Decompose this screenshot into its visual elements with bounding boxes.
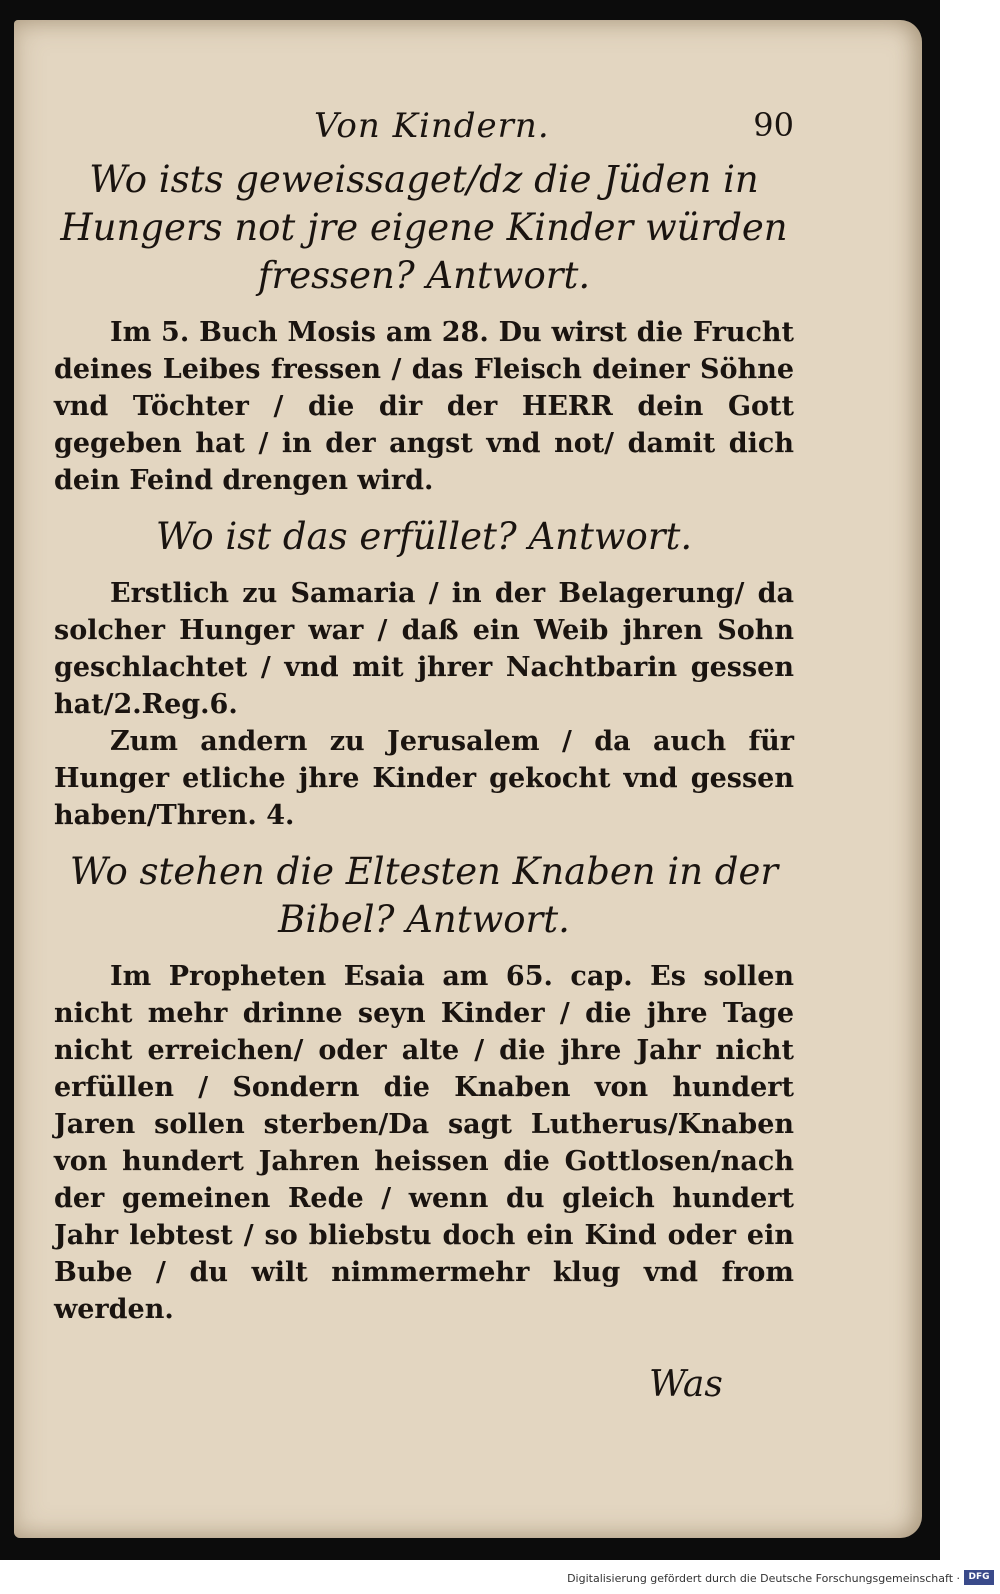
spacer (54, 834, 794, 848)
spacer (54, 499, 794, 513)
page-number: 90 (753, 106, 794, 144)
dfg-logo: DFG (964, 1570, 994, 1585)
section-3-paragraph-1: Im Propheten Esaia am 65. cap. Es sollen nicht mehr drinne seyn Kinder / die jhre Tage nicht erreichen/ oder alte / die jhre Jahr nicht erfüllen / Sondern die Knaben von hundert Jaren sollen sterben/Da sagt Lutherus/Knaben von hundert Jahren heissen die Gottlosen/nach der gemeinen Rede / wenn du gleich hundert Jahr lebtest / so bliebstu doch ein Kind oder ein Bube / du wilt nimmermehr klug vnd from werden. (54, 961, 794, 1325)
text-block (54, 104, 794, 1328)
section-heading-3: Wo stehen die Eltesten Knaben in der Bibel? Antwort. (69, 850, 779, 941)
section-2-paragraph-2: Zum andern zu Jerusalem / da auch für Hunger etliche jhre Kinder gekocht vnd gessen haben/Thren. 4. (54, 726, 794, 831)
spacer (54, 561, 794, 575)
section-heading-2: Wo ist das erfüllet? Antwort. (155, 515, 693, 558)
running-title: Von Kindern. (314, 106, 550, 146)
spacer (54, 944, 794, 958)
footer-bar (0, 1566, 1000, 1594)
book-page (14, 20, 922, 1538)
section-1-paragraph-1: Im 5. Buch Mosis am 28. Du wirst die Frucht deines Leibes fressen / das Fleisch deiner Söhne vnd Töchter / die dir der HERR dein Gott gegeben hat / in der angst vnd not/ damit dich dein Feind drengen wird. (54, 317, 794, 496)
running-head (54, 104, 794, 154)
section-heading-1: Wo ists geweissaget/dz die Jüden in Hungers not jre eigene Kinder würden fressen? Antwort. (60, 158, 788, 297)
funding-note: Digitalisierung gefördert durch die Deutsche Forschungsgemeinschaft · (567, 1572, 960, 1585)
catchword: Was (649, 1364, 723, 1405)
spacer (54, 300, 794, 314)
section-2-paragraph-1: Erstlich zu Samaria / in der Belagerung/ da solcher Hunger war / daß ein Weib jhren Sohn geschlachtet / vnd mit jhrer Nachtbarin gessen hat/2.Reg.6. (54, 578, 794, 720)
